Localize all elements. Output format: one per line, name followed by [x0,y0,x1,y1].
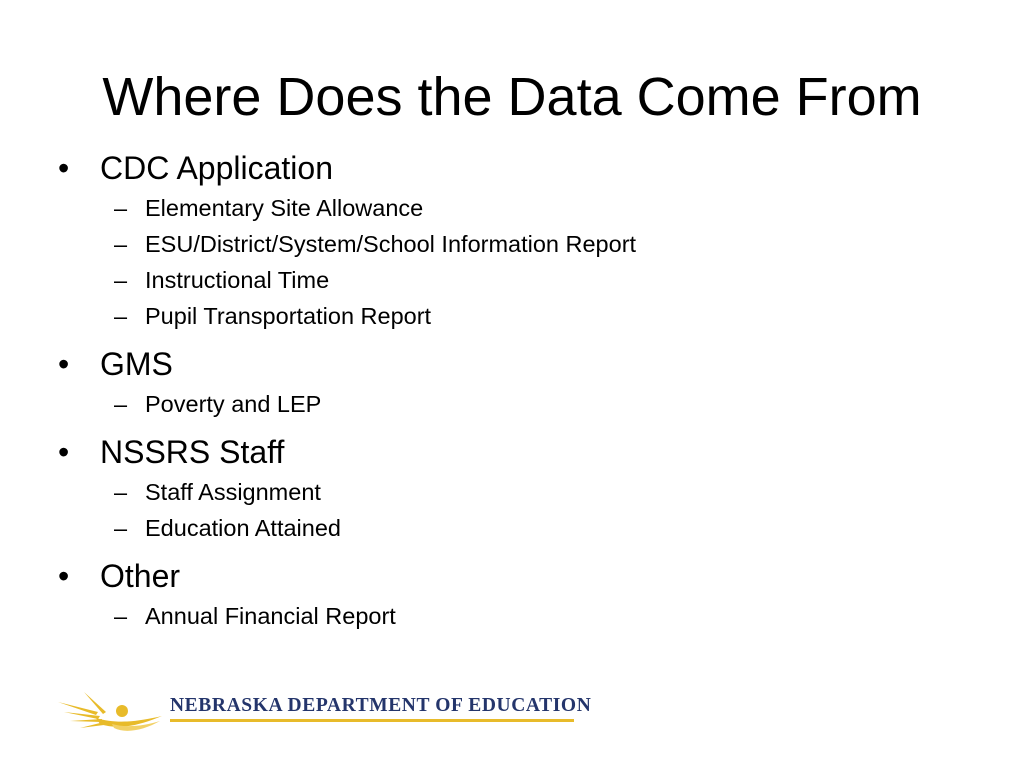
footer-divider [170,719,574,722]
list-item [58,226,978,262]
bullet-icon: • [58,346,70,382]
dash-icon: – [114,479,128,505]
org-name: NEBRASKA DEPARTMENT OF EDUCATION [170,695,592,716]
sub-list [100,474,978,550]
dash-icon: – [114,267,128,293]
list-item-text: Pupil Transportation Report [145,303,432,329]
list-item [58,262,978,298]
dash-icon: – [114,391,128,417]
list-item [58,190,978,226]
list-item-text: Annual Financial Report [145,603,396,629]
sub-list [100,386,978,426]
section-gms [58,342,978,426]
bullet-icon: • [58,150,70,186]
sub-list [100,190,978,338]
list-item [58,598,978,634]
list-item [58,474,978,510]
section-label: NSSRS Staff [100,434,285,470]
section-label: Other [100,558,181,594]
list-item [58,386,978,422]
section-label: GMS [100,346,173,382]
dash-icon: – [114,195,128,221]
dash-icon: – [114,303,128,329]
dash-icon: – [114,515,128,541]
list-item [58,510,978,546]
section-label: CDC Application [100,150,333,186]
list-item [58,298,978,334]
bullet-icon: • [58,434,70,470]
list-item-text: Instructional Time [145,267,330,293]
list-item-text: Education Attained [145,515,341,541]
section-nssrs-staff [58,430,978,550]
sun-swoosh-logo-icon [56,688,168,736]
bullet-icon: • [58,558,70,594]
section-cdc-application [58,146,978,338]
bullet-list [58,146,978,638]
list-item-text: Poverty and LEP [145,391,322,417]
list-item-text: Staff Assignment [145,479,321,505]
list-item-text: Elementary Site Allowance [145,195,424,221]
slide-title: Where Does the Data Come From [102,67,922,127]
dash-icon: – [114,603,128,629]
footer-logo [56,688,592,736]
sub-list [100,598,978,638]
list-item-text: ESU/District/System/School Information Report [145,231,637,257]
section-other [58,554,978,638]
dash-icon: – [114,231,128,257]
